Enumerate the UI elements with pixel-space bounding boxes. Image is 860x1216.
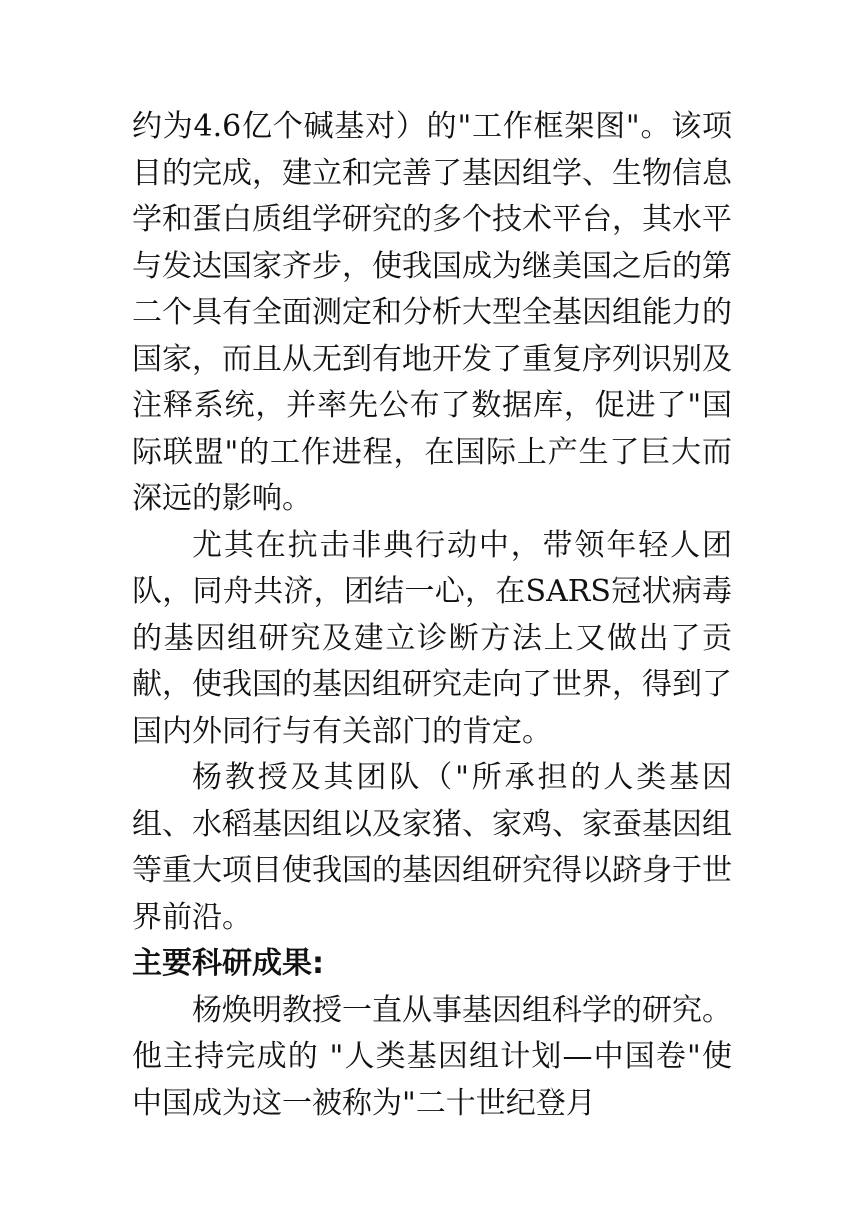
document-body xyxy=(132,104,732,1127)
paragraph-team-projects: 杨教授及其团队（"所承担的人类基因组、水稻基因组以及家猪、家鸡、家蚕基因组等重大项目使我国的基因组研究得以跻身于世界前沿。 xyxy=(132,760,732,935)
paragraph-genome-framework: 约为4.6亿个碱基对）的"工作框架图"。该项目的完成，建立和完善了基因组学、生物信息学和蛋白质组学研究的多个技术平台，其水平与发达国家齐步，使我国成为继美国之后的第二个具有全面测定和分析大型全基因组能力的国家，而且从无到有地开发了重复序列识别及注释系统，并率先公布了数据库，促进了"国际联盟"的工作进程，在国际上产生了巨大而深远的影响。 xyxy=(132,109,732,516)
section-heading-main-achievements: 主要科研成果: xyxy=(132,946,324,981)
paragraph-sars-contribution: 尤其在抗击非典行动中，带领年轻人团队，同舟共济，团结一心，在SARS冠状病毒的基因组研究及建立诊断方法上又做出了贡献，使我国的基因组研究走向了世界，得到了国内外同行与有关部门的肯定。 xyxy=(132,527,732,749)
paragraph-research-summary: 杨焕明教授一直从事基因组科学的研究。他主持完成的 "人类基因组计划—中国卷"使中国成为这一被称为"二十世纪登月 xyxy=(132,992,732,1121)
